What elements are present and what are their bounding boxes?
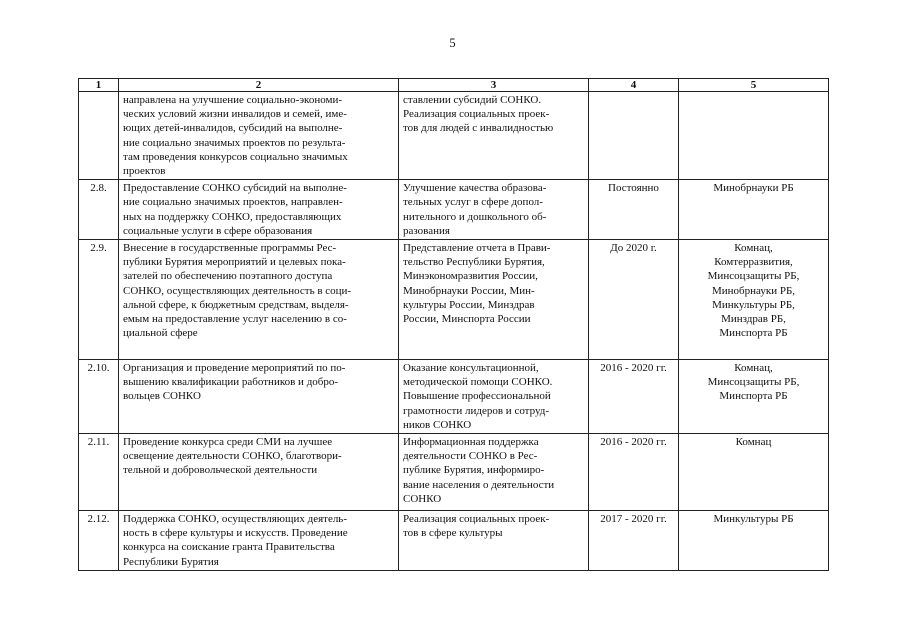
item-deadline: [589, 92, 679, 180]
item-number: [79, 92, 119, 180]
item-description: Внесение в государственные программы Рес- публики Бурятия мероприятий и целевых пока- зателей по обеспечению поэтапного доступа СОНКО, осуществляющих деятельность в соци- альной сфере, к бюджетным средствам, выделя- емым на предоставление услуг населению в со- циальной сфере: [119, 240, 399, 360]
item-result: Улучшение качества образова- тельных услуг в сфере допол- нительного и дошкольного об- разования: [399, 180, 589, 240]
item-result: Реализация социальных проек- тов в сфере культуры: [399, 511, 589, 571]
column-number: 4: [589, 79, 679, 92]
table-row: [79, 511, 829, 571]
item-executors: [679, 92, 829, 180]
item-number: 2.9.: [79, 240, 119, 360]
item-description: Поддержка СОНКО, осуществляющих деятель- ность в сфере культуры и искусств. Проведение конкурса на соискание гранта Правительства Республики Бурятия: [119, 511, 399, 571]
item-number: 2.11.: [79, 434, 119, 511]
item-number: 2.10.: [79, 360, 119, 434]
item-executors: Комнац: [679, 434, 829, 511]
item-description: Организация и проведение мероприятий по по- вышению квалификации работников и добро- вольцев СОНКО: [119, 360, 399, 434]
item-executors: Комнац, Минсоцзащиты РБ, Минспорта РБ: [679, 360, 829, 434]
column-number-row: [79, 79, 829, 92]
table-row: [79, 240, 829, 360]
column-number: 1: [79, 79, 119, 92]
item-description: направлена на улучшение социально-экономи- ческих условий жизни инвалидов и семей, име- ющих детей-инвалидов, субсидий на выполне- ние социально значимых проектов по результа- там проведения конкурсов социально значимых проектов: [119, 92, 399, 180]
table-row: [79, 92, 829, 180]
item-deadline: Постоянно: [589, 180, 679, 240]
item-description: Проведение конкурса среди СМИ на лучшее освещение деятельности СОНКО, благотвори- тельной и добровольческой деятельности: [119, 434, 399, 511]
item-deadline: 2016 - 2020 гг.: [589, 434, 679, 511]
item-executors: Комнац, Комтерразвития, Минсоцзащиты РБ, Минобрнауки РБ, Минкультуры РБ, Минздрав РБ, Минспорта РБ: [679, 240, 829, 360]
column-number: 2: [119, 79, 399, 92]
item-result: Информационная поддержка деятельности СОНКО в Рес- публике Бурятия, информиро- вание населения о деятельности СОНКО: [399, 434, 589, 511]
page-number: 5: [449, 36, 456, 50]
table-row: [79, 360, 829, 434]
table-row: [79, 180, 829, 240]
item-description: Предоставление СОНКО субсидий на выполне- ние социально значимых проектов, направлен- ных на поддержку СОНКО, предоставляющих социальные услуги в сфере образования: [119, 180, 399, 240]
item-result: ставлении субсидий СОНКО. Реализация социальных проек- тов для людей с инвалидностью: [399, 92, 589, 180]
item-deadline: 2016 - 2020 гг.: [589, 360, 679, 434]
item-number: 2.12.: [79, 511, 119, 571]
item-result: Представление отчета в Прави- тельство Республики Бурятия, Минэкономразвития России, Минобрнауки России, Мин- культуры России, Минздрав России, Минспорта России: [399, 240, 589, 360]
item-result: Оказание консультационной, методической помощи СОНКО. Повышение профессиональной грамотности лидеров и сотруд- ников СОНКО: [399, 360, 589, 434]
item-deadline: До 2020 г.: [589, 240, 679, 360]
column-number: 5: [679, 79, 829, 92]
item-executors: Минкультуры РБ: [679, 511, 829, 571]
activities-table: [78, 78, 829, 571]
item-executors: Минобрнауки РБ: [679, 180, 829, 240]
column-number: 3: [399, 79, 589, 92]
table-row: [79, 434, 829, 511]
item-deadline: 2017 - 2020 гг.: [589, 511, 679, 571]
item-number: 2.8.: [79, 180, 119, 240]
